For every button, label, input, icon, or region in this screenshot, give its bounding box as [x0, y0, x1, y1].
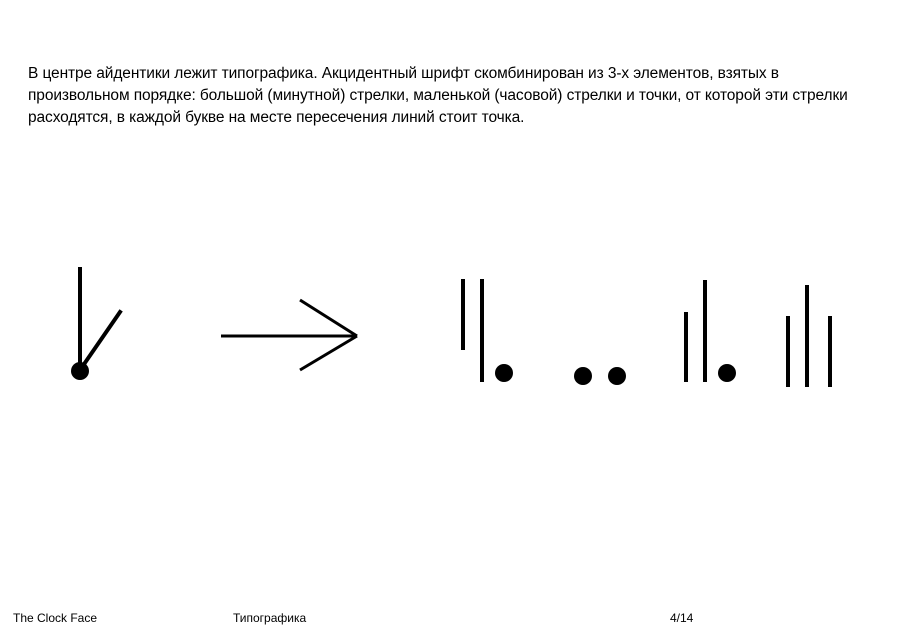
three-bars-dot-glyph-icon	[686, 282, 736, 382]
intro-paragraph: В центре айдентики лежит типографика. Акцидентный шрифт скомбинирован из 3-х элементов, взятых в произвольном порядке: большой (минутной) стрелки, маленькой (часовой) стрелки и точки, от которой эти стрелки расходятся, в каждой букве на месте пересечения линий стоит точка.	[28, 65, 848, 126]
clock-hands-glyph-icon	[71, 269, 120, 380]
two-bars-dot-glyph-icon	[463, 281, 513, 382]
footer-section-title: Типографика	[233, 611, 307, 625]
two-dots-glyph-icon	[574, 367, 626, 385]
footer-project-name: The Clock Face	[13, 611, 98, 625]
three-bars-glyph-icon	[788, 287, 830, 385]
right-arrow-icon	[221, 300, 357, 370]
footer-page-number: 4/14	[670, 611, 694, 625]
